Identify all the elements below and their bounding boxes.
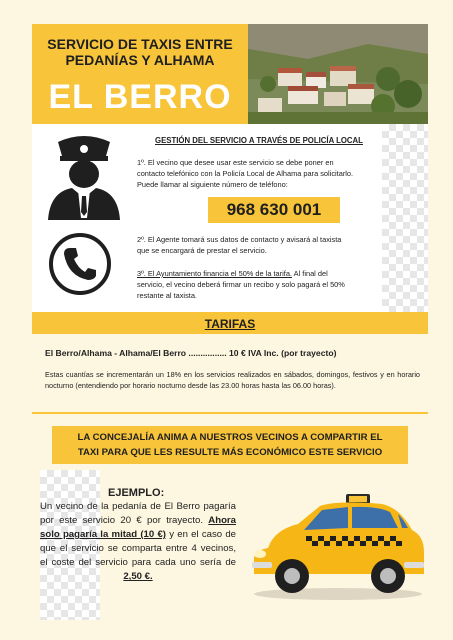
example-final-price: 2,50 €. [123, 571, 153, 582]
step3-line2: servicio, el vecino deberá firmar un recibo y solo pagará el 50% [137, 280, 345, 289]
service-heading: GESTIÓN DEL SERVICIO A TRAVÉS DE POLICÍA LOCAL [155, 136, 363, 145]
step2-line1: 2º. El Agente tomará sus datos de contacto y avisará al taxista [137, 235, 342, 244]
example-title: EJEMPLO: [108, 487, 165, 499]
step3-line1 [137, 268, 345, 279]
step1-text [137, 157, 353, 190]
header-title-line1: SERVICIO DE TAXIS ENTRE [47, 36, 233, 52]
step3-line3: restante al taxista. [137, 291, 197, 300]
step3-line1-rest: Al final del [292, 269, 328, 278]
header-title [32, 36, 248, 68]
step2-line2: que se encargará de prestar el servicio. [137, 246, 267, 255]
banner-line2: TAXI PARA QUE LES RESULTE MÁS ECONÓMICO ESTE SERVICIO [77, 447, 383, 458]
tarifa-note: Estas cuantías se incrementarán un 18% en los servicios realizados en sábados, domingos, festivos y en horario nocturno (entendiendo por horario nocturno desde las 23.00 horas hasta las 06.00 horas). [45, 370, 420, 390]
header-title-line2: PEDANÍAS Y ALHAMA [65, 52, 215, 68]
step3-financing-note: 3º. El Ayuntamiento financia el 50% de la tarifa. [137, 269, 292, 278]
panel-checker-right [382, 124, 428, 312]
taxi-car-illustration [248, 490, 428, 602]
step1-line2: contacto telefónico con la Policía Local de Alhama para solicitarlo. [137, 169, 354, 178]
step2-text [137, 234, 341, 256]
step1-line1: 1º. El vecino que desee usar este servicio se debe poner en [137, 158, 334, 167]
example-part1: Un vecino de la pedanía de El Berro pagaría por este servicio 20 € por trayecto. [40, 501, 236, 526]
tarifa-line: El Berro/Alhama - Alhama/El Berro ................ 10 € IVA Inc. (por trayecto) [45, 348, 337, 358]
place-name: EL BERRO [48, 78, 232, 116]
banner-line1: LA CONCEJALÍA ANIMA A NUESTROS VECINOS A COMPARTIR EL [77, 432, 383, 443]
step1-line3: Puede llamar al siguiente número de teléfono: [137, 180, 288, 189]
banner-text [52, 430, 408, 460]
example-part3: y en el caso de que el servicio se comparta entre 4 vecinos, el coste del servicio para cada uno sería de [40, 529, 236, 568]
example-text [40, 500, 236, 584]
section-divider [32, 412, 428, 414]
telephone-icon [48, 232, 112, 296]
example-half-price: Ahora solo pagaría la mitad (10 €) [40, 515, 236, 540]
step3-text [137, 268, 345, 301]
tarifas-title: TARIFAS [204, 317, 256, 331]
village-photo [248, 24, 428, 124]
phone-number: 968 630 001 [208, 197, 340, 223]
police-officer-icon [44, 132, 124, 220]
